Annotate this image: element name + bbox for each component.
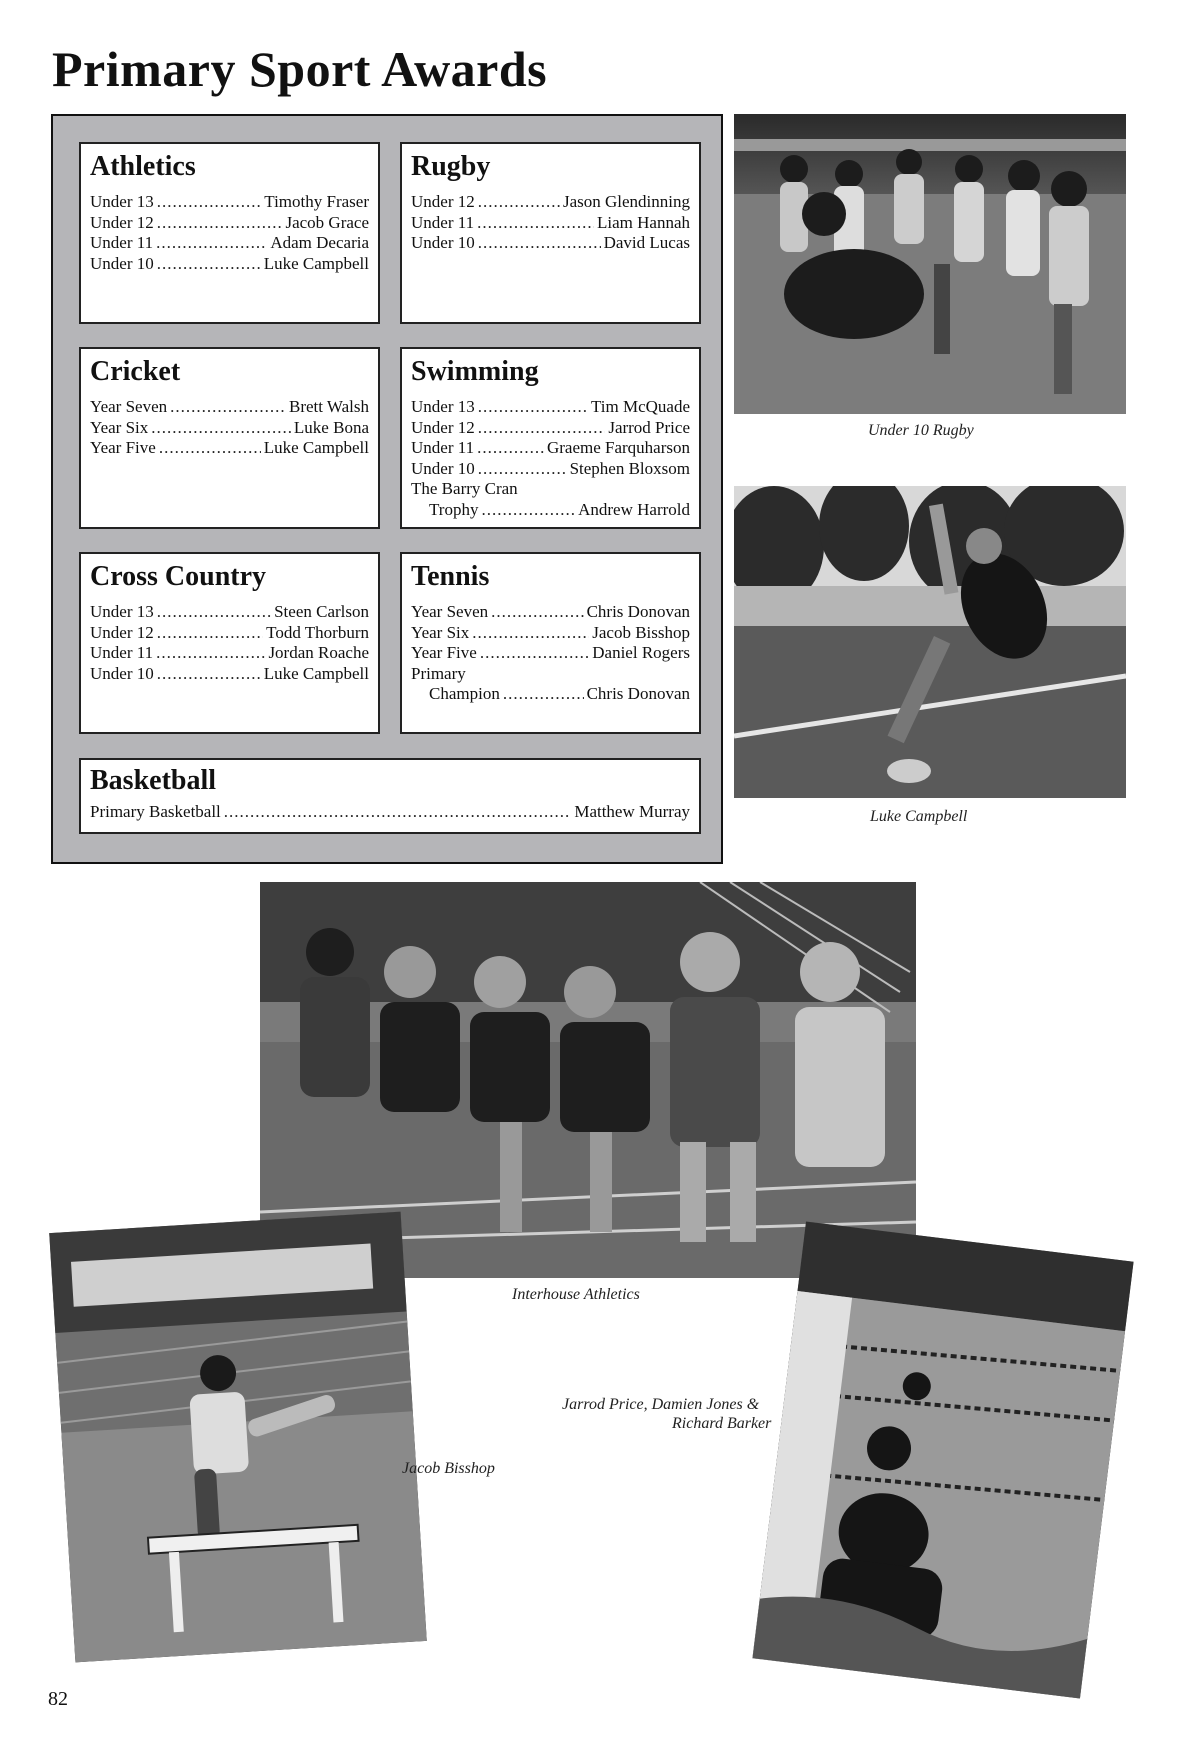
award-category: Under 12: [411, 417, 475, 437]
award-row: [90, 623, 369, 644]
award-row: [411, 418, 690, 439]
award-winner: Jacob Bisshop: [592, 622, 690, 642]
award-winner: David Lucas: [603, 233, 690, 252]
award-row: [90, 397, 369, 418]
award-row: [411, 684, 690, 705]
award-winner: Daniel Rogers: [592, 643, 690, 662]
award-winner: Adam Decaria: [270, 233, 369, 252]
award-category: Under 13: [90, 192, 154, 211]
leader-dots: [157, 192, 262, 213]
award-winner: Graeme Farquharson: [546, 438, 690, 457]
leader-dots: [170, 397, 286, 418]
leader-dots: [478, 418, 606, 439]
leader-dots: [478, 233, 601, 254]
award-winner: Tim McQuade: [590, 397, 690, 416]
award-category: Under 10: [90, 253, 154, 273]
award-row: [90, 213, 369, 234]
leader-dots: [157, 213, 283, 234]
award-row: [411, 500, 690, 521]
award-category: Champion: [429, 684, 500, 703]
leader-dots: [478, 459, 567, 480]
basketball-heading: Basketball: [90, 765, 217, 796]
leader-dots: [157, 254, 261, 275]
award-row: [411, 459, 690, 480]
award-winner: Liam Hannah: [597, 212, 690, 232]
award-category: Under 10: [411, 233, 475, 252]
athletics-caption: Interhouse Athletics: [512, 1286, 640, 1303]
rugby-photo: [734, 114, 1126, 414]
hurdles-photo: [49, 1212, 427, 1663]
award-row: [411, 233, 690, 254]
award-category: Under 12: [411, 192, 475, 211]
leader-dots: [159, 438, 261, 459]
award-category: Under 11: [411, 438, 475, 457]
award-winner: Steen Carlson: [274, 602, 369, 621]
tennis-heading: Tennis: [411, 561, 490, 592]
award-row: [411, 602, 690, 623]
award-winner: Luke Bona: [293, 417, 369, 437]
award-category: Year Six: [411, 622, 470, 642]
leader-dots: [503, 684, 584, 705]
leader-dots: [472, 623, 589, 644]
award-row: [90, 418, 369, 439]
award-winner: Luke Campbell: [263, 253, 369, 273]
award-row: [411, 438, 690, 459]
leader-dots: [151, 418, 291, 439]
award-winner: Andrew Harrold: [578, 499, 690, 519]
award-category: Under 10: [90, 663, 154, 683]
award-winner: Jarrod Price: [608, 417, 690, 437]
award-winner: Brett Walsh: [288, 397, 369, 416]
award-winner: Stephen Bloxsom: [569, 458, 690, 478]
award-row: [411, 192, 690, 213]
high-jump-caption: Luke Campbell: [870, 808, 968, 825]
award-winner: Todd Thorburn: [266, 622, 369, 642]
leader-dots: [156, 233, 267, 254]
rugby-box: [400, 142, 701, 324]
award-category: Under 12: [90, 212, 154, 232]
award-row: [90, 192, 369, 213]
award-row: [90, 643, 369, 664]
champion-label: Primary: [411, 663, 466, 683]
award-row: [90, 233, 369, 254]
swimming-photo: [752, 1222, 1133, 1699]
swimming-caption-line2: Richard Barker: [672, 1415, 772, 1432]
award-category: Under 11: [411, 212, 475, 232]
award-row: [411, 397, 690, 418]
leader-dots: [157, 602, 271, 623]
swimming-box: [400, 347, 701, 529]
leader-dots: [478, 192, 560, 213]
leader-dots: [477, 438, 544, 459]
award-category: Trophy: [429, 499, 479, 519]
page-title: Primary Sport Awards: [52, 41, 548, 97]
cross-country-box: [79, 552, 380, 734]
basketball-box: [79, 758, 701, 834]
swimming-heading: Swimming: [411, 356, 539, 387]
leader-dots: [480, 643, 589, 664]
award-category: Year Seven: [90, 397, 168, 416]
page-number: 82: [48, 1688, 68, 1710]
award-winner: Luke Campbell: [263, 663, 369, 683]
award-category: Under 11: [90, 233, 154, 252]
award-row: [411, 643, 690, 664]
award-row: [411, 213, 690, 234]
rugby-caption: Under 10 Rugby: [868, 422, 974, 439]
award-winner: Jason Glendinning: [562, 192, 690, 211]
award-category: Year Seven: [411, 602, 489, 621]
award-category: Year Five: [411, 643, 477, 662]
leader-dots: [156, 643, 265, 664]
leader-dots: [224, 802, 572, 823]
award-category: Primary Basketball: [90, 802, 221, 821]
award-row: [90, 254, 369, 275]
award-winner: Chris Donovan: [586, 684, 690, 703]
cricket-box: [79, 347, 380, 529]
leader-dots: [157, 623, 263, 644]
athletics-heading: Athletics: [90, 151, 196, 182]
award-row: [90, 438, 369, 459]
trophy-name: The Barry Cran: [411, 479, 518, 498]
award-category: Under 11: [90, 643, 154, 662]
high-jump-photo: [734, 486, 1126, 798]
award-winner: Luke Campbell: [263, 438, 369, 457]
award-category: Under 10: [411, 458, 475, 478]
award-winner: Timothy Fraser: [264, 192, 369, 211]
rugby-heading: Rugby: [411, 151, 491, 182]
leader-dots: [477, 213, 594, 234]
award-row: [90, 602, 369, 623]
cross-country-heading: Cross Country: [90, 561, 267, 592]
award-category: Year Five: [90, 438, 156, 457]
hurdles-caption: Jacob Bisshop: [402, 1460, 495, 1477]
cricket-heading: Cricket: [90, 356, 181, 387]
award-winner: Jordan Roache: [268, 643, 369, 662]
leader-dots: [481, 500, 575, 521]
award-category: Under 13: [411, 397, 475, 416]
award-winner: Chris Donovan: [586, 602, 690, 621]
award-row: [90, 664, 369, 685]
award-category: Under 13: [90, 602, 154, 621]
award-category: Under 12: [90, 622, 154, 642]
award-winner: Jacob Grace: [285, 212, 369, 232]
swimming-caption-line1: Jarrod Price, Damien Jones &: [562, 1396, 760, 1413]
award-category: Year Six: [90, 417, 149, 437]
award-row: [90, 802, 690, 823]
award-winner: Matthew Murray: [574, 802, 690, 821]
athletics-box: [79, 142, 380, 324]
tennis-box: [400, 552, 701, 734]
leader-dots: [491, 602, 583, 623]
leader-dots: [478, 397, 588, 418]
leader-dots: [157, 664, 261, 685]
awards-panel: [51, 114, 723, 864]
award-row: [411, 623, 690, 644]
